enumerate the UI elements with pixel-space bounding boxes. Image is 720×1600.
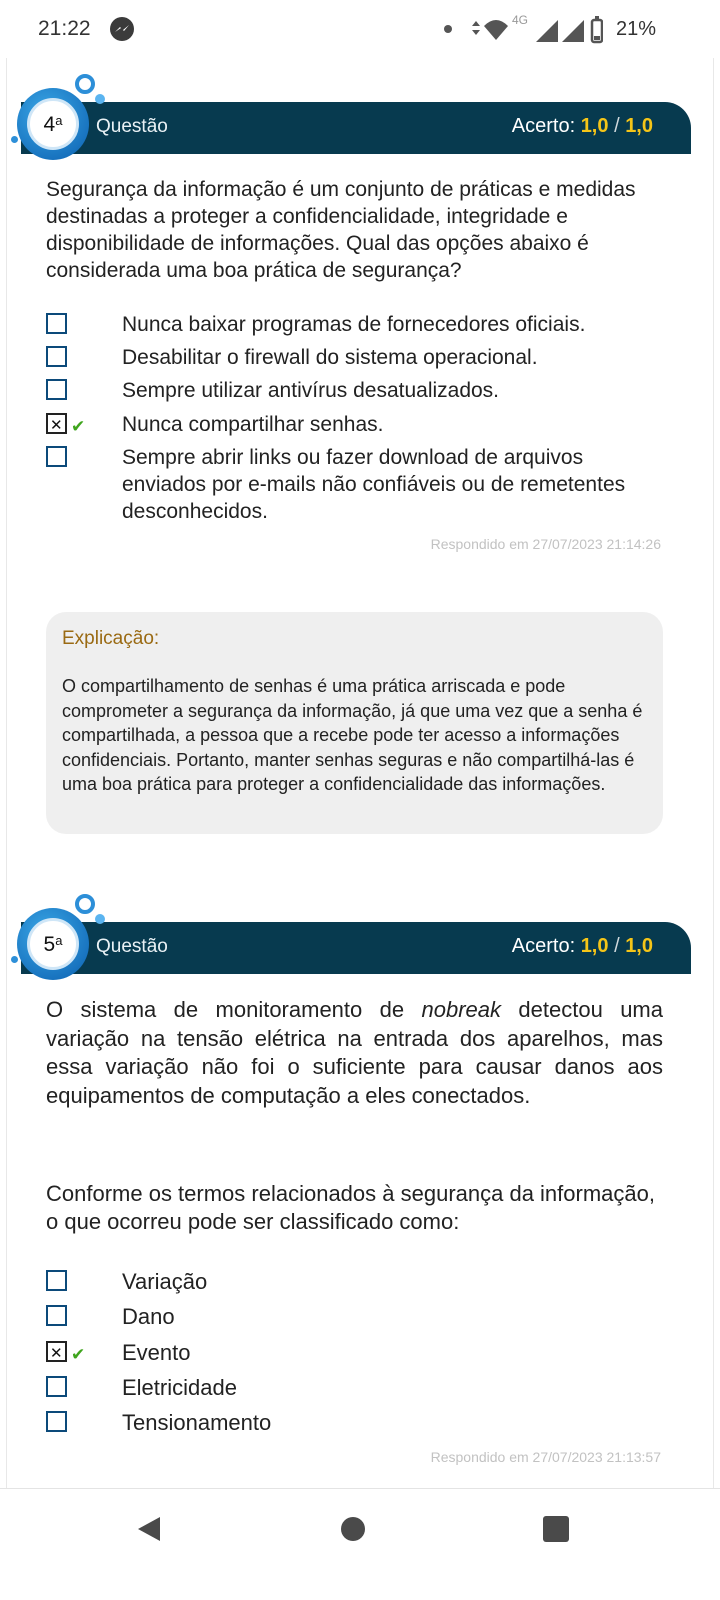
statement-emphasis: nobreak	[421, 997, 502, 1022]
messenger-icon	[110, 17, 134, 41]
statement-part: O sistema de monitoramento de	[46, 997, 422, 1022]
option-label: Sempre utilizar antivírus desatualizados.	[122, 379, 500, 402]
score-display	[512, 115, 653, 138]
option-label: Desabilitar o firewall do sistema operacional.	[122, 346, 538, 369]
checkbox-checked[interactable]	[46, 413, 67, 434]
question-statement	[46, 996, 663, 1110]
home-icon[interactable]	[341, 1517, 365, 1541]
recent-apps-icon[interactable]	[543, 1516, 569, 1542]
network-type: 4G	[512, 13, 529, 27]
question-number: 5	[43, 933, 56, 956]
question-statement: Segurança da informação é um conjunto de práticas e medidas destinadas a proteger a confidencialidade, integridade e disponibilidade de informações. Qual das opções abaixo é considerada uma boa prática de segurança?	[46, 178, 636, 282]
score-display	[512, 935, 653, 958]
option-label: Nunca baixar programas de fornecedores oficiais.	[122, 313, 586, 336]
battery-percent: 21%	[616, 18, 657, 40]
checkbox[interactable]	[46, 1411, 67, 1432]
signal-wifi-icons	[468, 12, 603, 46]
correct-check-icon: ✔	[71, 1345, 86, 1364]
question-prompt: Conforme os termos relacionados à segurança da informação, o que ocorreu pode ser classificado como:	[46, 1181, 655, 1234]
score-value: 1,0	[580, 115, 609, 137]
checkbox[interactable]	[46, 1376, 67, 1397]
score-max: 1,0	[625, 935, 653, 957]
score-separator: /	[614, 115, 620, 137]
option-label: Evento	[122, 1340, 191, 1365]
quiz-page	[6, 58, 714, 1488]
score-label: Acerto:	[511, 935, 576, 957]
score-label: Acerto:	[511, 115, 576, 137]
question-label: Questão	[96, 936, 168, 957]
notification-dot-icon	[444, 25, 452, 33]
checkbox[interactable]	[46, 313, 67, 334]
option-label: Eletricidade	[122, 1375, 237, 1400]
question-label: Questão	[96, 116, 168, 137]
checkbox[interactable]	[46, 346, 67, 367]
checkbox-checked[interactable]	[46, 1341, 67, 1362]
explanation-box	[46, 612, 663, 834]
explanation-title: Explicação:	[62, 628, 160, 649]
option-label: Nunca compartilhar senhas.	[122, 413, 384, 436]
correct-check-icon: ✔	[71, 417, 86, 436]
question-header	[21, 922, 691, 974]
option-label: Tensionamento	[122, 1410, 272, 1435]
question-ordinal: a	[55, 933, 63, 948]
statement-part: detectou uma variação na tensão elétrica na entrada dos aparelhos, mas essa variação não foi o suficiente para causar danos aos equipamentos de computação a eles conectados.	[46, 997, 663, 1108]
system-nav-bar	[0, 1488, 720, 1600]
question-header	[21, 102, 691, 154]
score-max: 1,0	[625, 115, 653, 137]
score-value: 1,0	[580, 935, 609, 957]
question-number: 4	[43, 113, 56, 136]
option-label: Sempre abrir links ou fazer download de arquivos enviados por e-mails não confiáveis ou de remetentes desconhecidos.	[122, 446, 626, 523]
status-bar	[0, 0, 720, 58]
checkbox[interactable]	[46, 1305, 67, 1326]
answered-timestamp: Respondido em 27/07/2023 21:13:57	[430, 1449, 661, 1465]
option-label: Variação	[122, 1269, 208, 1294]
score-separator: /	[614, 935, 620, 957]
question-number-badge	[17, 88, 93, 164]
explanation-text: O compartilhamento de senhas é uma prática arriscada e pode comprometer a segurança da informação, já que uma vez que a senha é compartilhada, a pessoa que a recebe pode ter acesso a informações confidenciais. Portanto, manter senhas seguras e não compartilhá-las é uma boa prática para proteger a confidencialidade das informações.	[62, 676, 643, 794]
question-number-badge	[17, 908, 93, 984]
question-ordinal: a	[55, 113, 63, 128]
checkbox[interactable]	[46, 379, 67, 400]
checkbox[interactable]	[46, 1270, 67, 1291]
status-time: 21:22	[38, 17, 91, 40]
checkbox[interactable]	[46, 446, 67, 467]
option-label: Dano	[122, 1304, 175, 1329]
answered-timestamp: Respondido em 27/07/2023 21:14:26	[430, 536, 661, 552]
back-icon[interactable]	[136, 1515, 162, 1543]
